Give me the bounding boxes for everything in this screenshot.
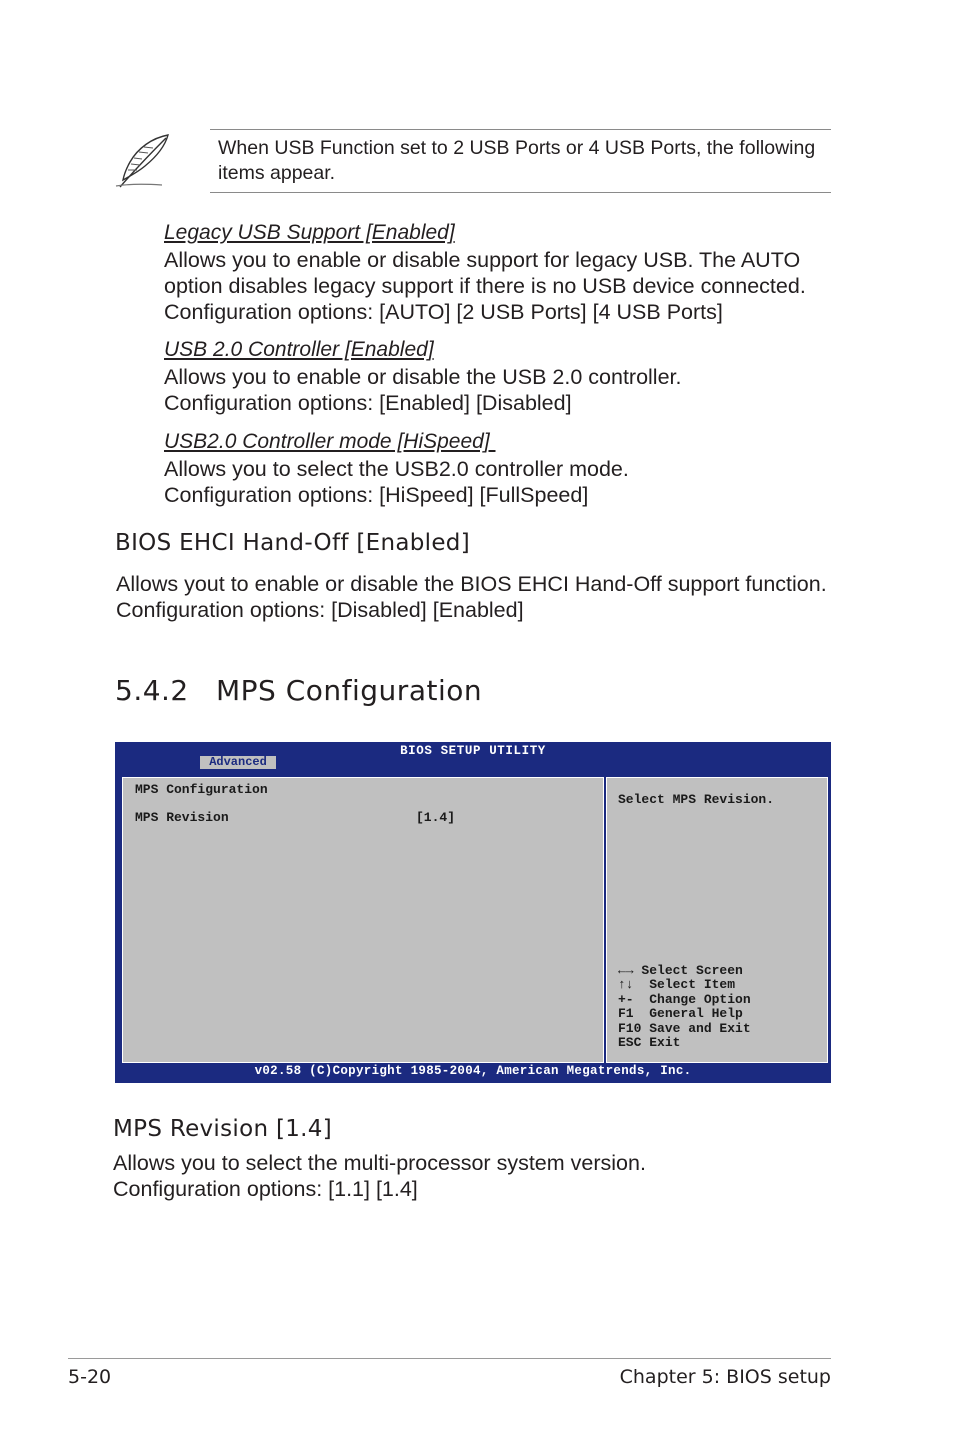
- legacy-usb-title: Legacy USB Support [Enabled]: [164, 221, 455, 244]
- ehci-line: Allows yout to enable or disable the BIOS EHCI Hand-Off support function.: [116, 572, 827, 596]
- bios-key-row: [618, 963, 743, 978]
- usb2-controller-line: Allows you to enable or disable the USB 2.0 controller.: [164, 365, 682, 389]
- mps-line: Configuration options: [1.1] [1.4]: [113, 1177, 418, 1201]
- section-title: MPS Configuration: [216, 674, 483, 707]
- ehci-line: Configuration options: [Disabled] [Enabled]: [116, 598, 524, 622]
- bios-key-action: Change Option: [649, 992, 751, 1007]
- note-top-rule: [210, 129, 831, 130]
- usb2-mode-line: Configuration options: [HiSpeed] [FullSpeed]: [164, 483, 589, 507]
- mps-line: Allows you to select the multi-processor system version.: [113, 1151, 646, 1175]
- bios-settings-panel: [120, 775, 606, 1065]
- bios-key-action: Save and Exit: [649, 1021, 751, 1036]
- bios-key-row: [618, 1006, 743, 1021]
- bios-key-row: [618, 1035, 680, 1050]
- bios-help-text: Select MPS Revision.: [618, 792, 775, 807]
- chapter-title: Chapter 5: BIOS setup: [619, 1366, 831, 1388]
- bios-copyright: v02.58 (C)Copyright 1985-2004, American Megatrends, Inc.: [254, 1064, 692, 1078]
- note-text: When USB Function set to 2 USB Ports or 4 USB Ports, the following items appear.: [218, 137, 816, 184]
- feather-pen-icon: [112, 132, 174, 190]
- usb2-controller-title: USB 2.0 Controller [Enabled]: [164, 338, 434, 361]
- bios-title: BIOS SETUP UTILITY: [400, 744, 546, 758]
- bios-option-mps-revision[interactable]: MPS Revision: [135, 810, 229, 825]
- legacy-usb-desc: [164, 247, 806, 325]
- footer-rule: [68, 1358, 831, 1359]
- ehci-heading: BIOS EHCI Hand-Off [Enabled]: [115, 530, 470, 556]
- ehci-desc: [116, 571, 827, 623]
- bios-key-action: Select Item: [649, 977, 736, 992]
- bios-key: F10: [618, 1021, 642, 1036]
- section-number: 5.4.2: [115, 674, 189, 707]
- usb2-controller-desc: [164, 364, 682, 416]
- bios-key: F1: [618, 1006, 634, 1021]
- arrows-left-right-icon: ←→: [618, 963, 634, 978]
- bios-key-action: Exit: [649, 1035, 681, 1050]
- usb2-mode-line: Allows you to select the USB2.0 controller mode.: [164, 457, 629, 481]
- bios-option-value[interactable]: [1.4]: [416, 810, 456, 825]
- note-bottom-rule: [210, 192, 831, 193]
- bios-key: +-: [618, 992, 634, 1007]
- page-number: 5-20: [68, 1366, 112, 1388]
- bios-key: ESC: [618, 1035, 642, 1050]
- bios-key-action: General Help: [649, 1006, 743, 1021]
- usb2-mode-title: USB2.0 Controller mode [HiSpeed]: [164, 430, 496, 453]
- usb2-controller-line: Configuration options: [Enabled] [Disabled]: [164, 391, 572, 415]
- bios-key-action: Select Screen: [641, 963, 743, 978]
- bios-screen: [115, 742, 831, 1083]
- bios-help-panel: [604, 775, 830, 1065]
- bios-key-row: [618, 992, 751, 1007]
- bios-panel-title: MPS Configuration: [135, 782, 268, 797]
- bios-tab-advanced[interactable]: Advanced: [200, 756, 276, 769]
- bios-key-row: [618, 977, 735, 992]
- mps-heading: MPS Revision [1.4]: [113, 1116, 332, 1142]
- legacy-usb-line: option disables legacy support if there is no USB device connected.: [164, 274, 806, 298]
- legacy-usb-line: Allows you to enable or disable support for legacy USB. The AUTO: [164, 248, 801, 272]
- usb2-mode-desc: [164, 456, 629, 508]
- arrows-up-down-icon: ↑↓: [618, 977, 634, 992]
- legacy-usb-line: Configuration options: [AUTO] [2 USB Ports] [4 USB Ports]: [164, 300, 723, 324]
- bios-key-row: [618, 1021, 751, 1036]
- mps-desc: [113, 1150, 646, 1202]
